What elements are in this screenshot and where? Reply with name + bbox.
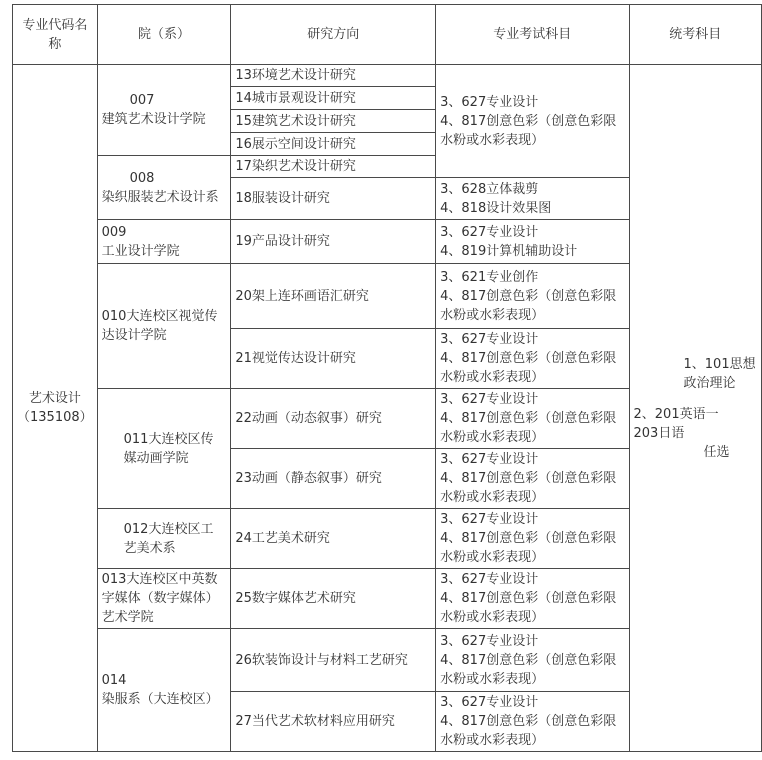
direction-24: 24工艺美术研究	[231, 509, 436, 569]
direction-14: 14城市景观设计研究	[231, 87, 436, 110]
major-name: 艺术设计	[28, 391, 81, 406]
major-code: （135108）	[17, 410, 93, 425]
direction-27: 27当代艺术软材料应用研究	[231, 692, 436, 752]
dept-010: 010大连校区视觉传达设计学院	[97, 264, 231, 389]
direction-22: 22动画（动态叙事）研究	[231, 389, 436, 449]
major-cell	[13, 65, 98, 752]
exam-23: 3、627专业设计 4、817创意色彩（创意色彩限水粉或水彩表现）	[436, 449, 629, 509]
dept-009: 009 工业设计学院	[97, 220, 231, 264]
dept-014: 014 染服系（大连校区）	[97, 629, 231, 752]
header-exam: 专业考试科目	[436, 5, 629, 65]
unified-optional: 任选	[703, 444, 730, 460]
dept-008: 008 染织服装艺术设计系	[97, 156, 231, 220]
direction-21: 21视觉传达设计研究	[231, 329, 436, 389]
exam-25: 3、627专业设计 4、817创意色彩（创意色彩限水粉或水彩表现）	[436, 569, 629, 629]
direction-13: 13环境艺术设计研究	[231, 65, 436, 87]
header-row	[13, 5, 762, 65]
dept-007: 007 建筑艺术设计学院	[97, 65, 231, 156]
direction-15: 15建筑艺术设计研究	[231, 110, 436, 133]
exam-26: 3、627专业设计 4、817创意色彩（创意色彩限水粉或水彩表现）	[436, 629, 629, 692]
table-row	[13, 65, 762, 87]
unified-language: 2、201英语一 203日语	[633, 406, 719, 441]
dept-013: 013大连校区中英数字媒体（数字媒体）艺术学院	[97, 569, 231, 629]
exam-22: 3、627专业设计 4、817创意色彩（创意色彩限水粉或水彩表现）	[436, 389, 629, 449]
header-unified: 统考科目	[629, 5, 762, 65]
direction-19: 19产品设计研究	[231, 220, 436, 264]
header-direction: 研究方向	[231, 5, 436, 65]
direction-18: 18服装设计研究	[231, 178, 436, 220]
dept-011: 011大连校区传媒动画学院	[97, 389, 231, 509]
program-table	[12, 4, 762, 752]
header-major-code: 专业代码名称	[13, 5, 98, 65]
direction-16: 16展示空间设计研究	[231, 133, 436, 156]
direction-17: 17染织艺术设计研究	[231, 156, 436, 178]
dept-012: 012大连校区工艺美术系	[97, 509, 231, 569]
unified-cell	[629, 65, 762, 752]
header-dept: 院（系）	[97, 5, 231, 65]
exam-21: 3、627专业设计 4、817创意色彩（创意色彩限水粉或水彩表现）	[436, 329, 629, 389]
direction-25: 25数字媒体艺术研究	[231, 569, 436, 629]
exam-27: 3、627专业设计 4、817创意色彩（创意色彩限水粉或水彩表现）	[436, 692, 629, 752]
unified-politics: 1、101思想政治理论	[683, 356, 756, 391]
exam-20: 3、621专业创作 4、817创意色彩（创意色彩限水粉或水彩表现）	[436, 264, 629, 329]
exam-24: 3、627专业设计 4、817创意色彩（创意色彩限水粉或水彩表现）	[436, 509, 629, 569]
direction-26: 26软装饰设计与材料工艺研究	[231, 629, 436, 692]
direction-20: 20架上连环画语汇研究	[231, 264, 436, 329]
exam-19: 3、627专业设计 4、819计算机辅助设计	[436, 220, 629, 264]
exam-13-17: 3、627专业设计 4、817创意色彩（创意色彩限水粉或水彩表现）	[436, 65, 629, 178]
direction-23: 23动画（静态叙事）研究	[231, 449, 436, 509]
exam-18: 3、628立体裁剪 4、818设计效果图	[436, 178, 629, 220]
